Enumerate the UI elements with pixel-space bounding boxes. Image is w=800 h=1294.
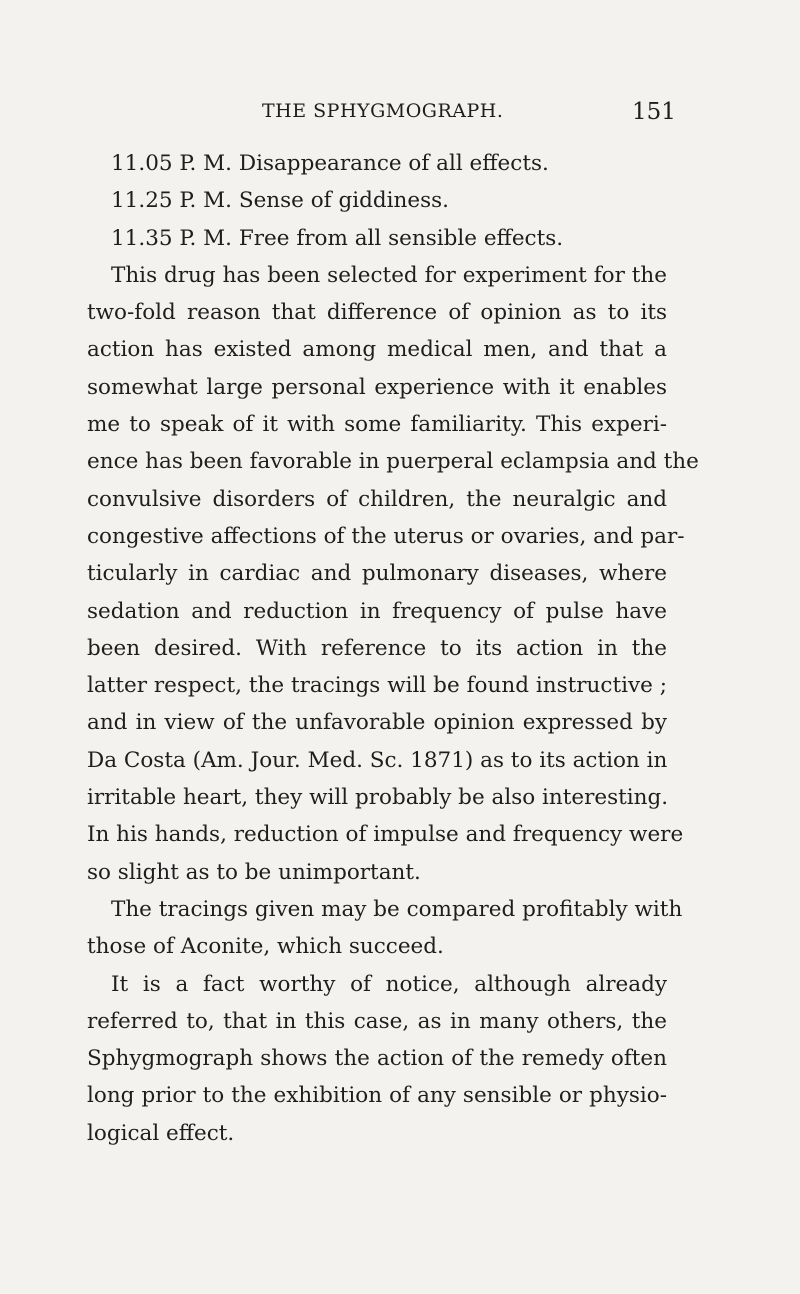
paragraph-line: sedation and reduction in frequency of pulse have — [87, 598, 667, 624]
paragraph-line: convulsive disorders of children, the neuralgic and — [87, 486, 667, 512]
page-number: 151 — [632, 99, 676, 125]
paragraph-line: congestive affections of the uterus or ovaries, and par- — [87, 523, 685, 549]
paragraph-line: logical effect. — [87, 1120, 235, 1146]
log-entry: 11.05 P. M. Disappearance of all effects. — [111, 151, 549, 176]
paragraph-line: irritable heart, they will probably be also interesting. — [87, 785, 669, 811]
paragraph-line: so slight as to be unimportant. — [87, 859, 421, 885]
paragraph-line: somewhat large personal experience with it enables — [87, 374, 667, 400]
paragraph-line: It is a fact worthy of notice, although already — [111, 971, 667, 997]
paragraph-line: action has existed among medical men, and that a — [87, 337, 667, 363]
paragraph-line: ence has been favorable in puerperal eclampsia and the — [87, 449, 699, 475]
log-entry: 11.25 P. M. Sense of giddiness. — [111, 188, 449, 214]
running-head: THE SPHYGMOGRAPH. — [262, 100, 504, 122]
paragraph-line: Da Costa (Am. Jour. Med. Sc. 1871) as to its action in — [87, 747, 668, 773]
log-entry: 11.35 P. M. Free from all sensible effects. — [111, 225, 564, 251]
paragraph-line: two-fold reason that difference of opinion as to its — [87, 300, 667, 326]
paragraph-line: This drug has been selected for experiment for the — [111, 262, 667, 288]
body-text — [87, 145, 699, 1152]
paragraph-line: Sphygmograph shows the action of the remedy often — [87, 1046, 667, 1072]
paragraph-line: ticularly in cardiac and pulmonary diseases, where — [87, 561, 667, 587]
paragraph-line: In his hands, reduction of impulse and frequency were — [87, 822, 684, 848]
paragraph-line: those of Aconite, which succeed. — [87, 934, 444, 960]
paragraph-line: and in view of the unfavorable opinion expressed by — [87, 710, 667, 736]
paragraph-line: referred to, that in this case, as in many others, the — [87, 1008, 667, 1034]
paragraph-line: me to speak of it with some familiarity. This experi- — [87, 412, 667, 438]
paragraph-line: long prior to the exhibition of any sensible or physio- — [87, 1083, 667, 1109]
paragraph-line: The tracings given may be compared profitably with — [111, 896, 683, 922]
paragraph-line: been desired. With reference to its action in the — [87, 635, 667, 661]
paragraph-line: latter respect, the tracings will be found instructive ; — [87, 673, 667, 699]
